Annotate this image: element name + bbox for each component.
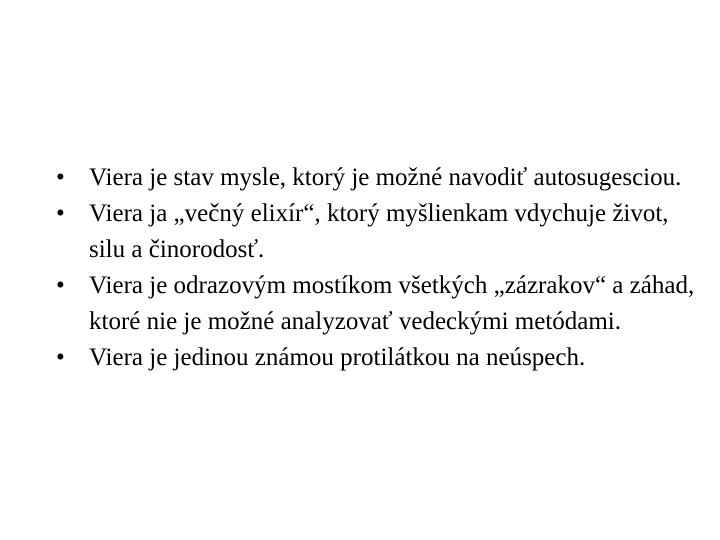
bullet-item (56, 268, 696, 340)
bullet-icon: • (56, 272, 65, 299)
bullet-icon: • (56, 200, 65, 227)
bullet-icon: • (56, 344, 65, 371)
bullet-text: Viera je odrazovým mostíkom všetkých „zázrakov“ a záhad, ktoré nie je možné analyzovať vedeckými metódami. (89, 272, 695, 335)
bullet-list (56, 160, 696, 376)
bullet-icon: • (56, 164, 65, 191)
bullet-item (56, 160, 696, 196)
bullet-text: Viera je jedinou známou protilátkou na neúspech. (89, 344, 586, 371)
bullet-text: Viera je stav mysle, ktorý je možné navodiť autosugesciou. (89, 164, 682, 191)
bullet-text: Viera ja „večný elixír“, ktorý myšlienkam vdychuje život, silu a činorodosť. (89, 200, 669, 263)
bullet-item (56, 340, 696, 376)
bullet-item (56, 196, 696, 268)
